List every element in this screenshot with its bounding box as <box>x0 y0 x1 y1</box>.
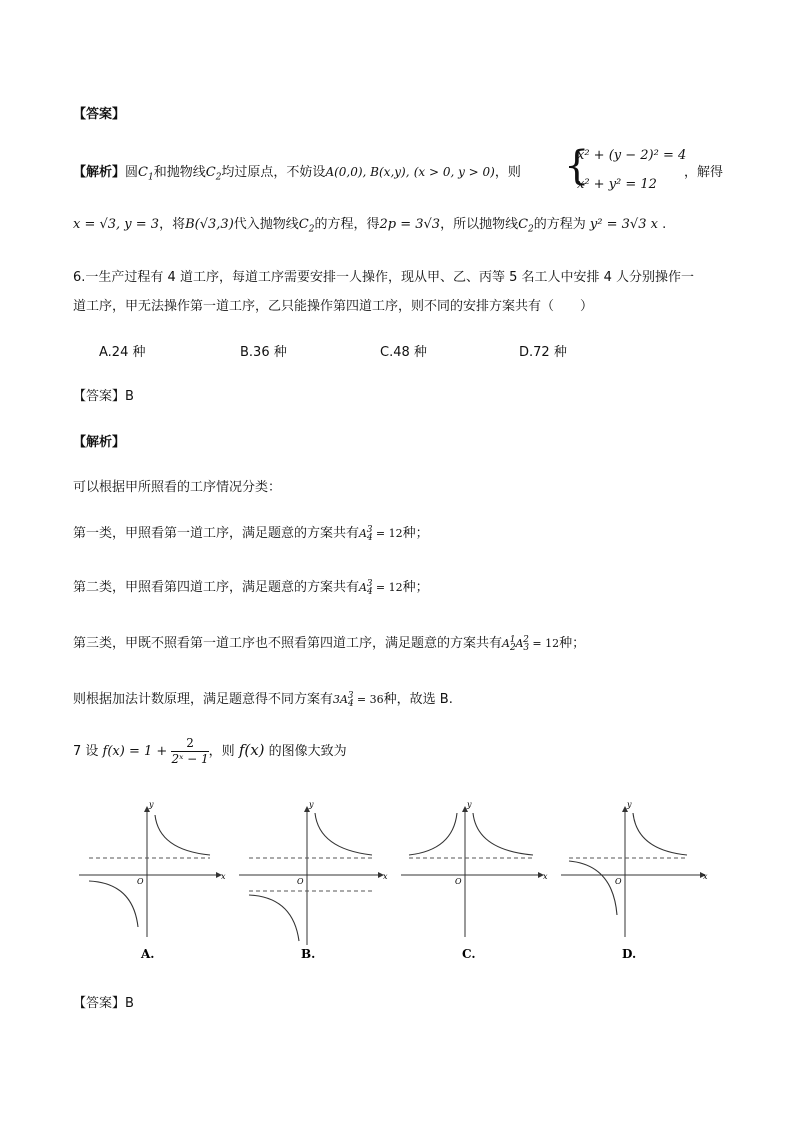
q7-function2: f(x) <box>238 741 265 759</box>
svg-text:O: O <box>297 877 304 886</box>
svg-text:x: x <box>703 872 708 881</box>
equation-1: x² + (y − 2)² = 4 <box>577 148 687 163</box>
svg-text:x: x <box>383 872 388 881</box>
graph-c <box>401 800 548 961</box>
math-result: x = √3, y = 3 <box>73 217 160 232</box>
q7-graphs <box>75 795 715 965</box>
text-equation-is: 的方程为 <box>533 217 586 232</box>
graph-label-a: A. <box>141 947 155 961</box>
q6-stem-line1: 6.一生产过程有 4 道工序，每道工序需要安排一人操作，现从甲、乙、丙等 5 名工人中安排 4 人分别操作一 <box>73 270 695 285</box>
q6-answer: 【答案】B <box>73 389 134 404</box>
system-brace: { <box>564 143 590 189</box>
svg-text:O: O <box>615 877 622 886</box>
svg-text:O: O <box>455 877 462 886</box>
svg-text:y: y <box>467 800 472 809</box>
q7-fraction: $\frac{2}{\text{2ˣ − 1}}$ <box>171 736 209 766</box>
q5-analysis-line1 <box>73 161 521 183</box>
math-2p: 2p = 3√3 <box>379 217 441 232</box>
graph-a <box>79 800 226 961</box>
q7-function: f(x) = 1 + <box>102 744 168 759</box>
svg-text:x: x <box>221 872 226 881</box>
q6-option-a: A.24 种 <box>99 345 146 360</box>
q7-stem-end: 的图像大致为 <box>268 744 347 759</box>
text-period: . <box>662 217 667 232</box>
math-c2: $C_2$ <box>205 165 222 183</box>
q6-option-c: C.48 种 <box>380 345 427 360</box>
text-solve: ，解得 <box>684 165 724 180</box>
text-so: ，所以抛物线 <box>440 217 519 232</box>
equation-2: x² + y² = 12 <box>577 177 657 192</box>
text-then: ，则 <box>494 165 521 180</box>
math-condition: (x > 0, y > 0) <box>413 165 495 179</box>
text-assume: 均过原点，不妨设 <box>221 165 326 180</box>
graph-d <box>561 800 708 961</box>
q6-analysis-line-b: 第一类，甲照看第一道工序，满足题意的方案共有$A_4^3 = 12$种； <box>73 525 429 544</box>
q5-analysis-label: 【解析】 <box>73 165 126 180</box>
math-c1: $C_1$ <box>138 165 154 183</box>
q7-then: ，则 <box>208 744 235 759</box>
svg-text:y: y <box>309 800 314 809</box>
q7-answer: 【答案】B <box>73 996 134 1011</box>
text-substitute: 代入抛物线 <box>233 217 299 232</box>
text-circle: 圆 <box>125 165 139 180</box>
text-parabola: 和抛物线 <box>153 165 206 180</box>
graph-label-d: D. <box>622 947 637 961</box>
q5-analysis-line2 <box>73 213 666 235</box>
q6-analysis-line-c: 第二类，甲照看第四道工序，满足题意的方案共有$A_4^3 = 12$种； <box>73 579 429 598</box>
q6-analysis-label: 【解析】 <box>73 435 126 450</box>
svg-text:y: y <box>149 800 154 809</box>
svg-text:y: y <box>627 800 632 809</box>
math-c2-b: $C_2$ <box>298 217 315 235</box>
math-points: A(0,0), B(x,y), <box>325 165 410 179</box>
q6-analysis-line-d: 第三类，甲既不照看第一道工序也不照看第四道工序，满足题意的方案共有$A_2^1A_3^2 = 12$种； <box>73 635 586 654</box>
q7-stem <box>73 733 347 769</box>
q5-answer-label: 【答案】 <box>73 107 126 122</box>
text-get: 的方程，得 <box>314 217 380 232</box>
math-c2-c: $C_2$ <box>518 217 534 235</box>
graph-label-b: B. <box>301 947 316 961</box>
svg-text:x: x <box>543 872 548 881</box>
graph-b <box>239 800 388 961</box>
q6-option-d: D.72 种 <box>519 345 567 360</box>
svg-text:O: O <box>137 877 144 886</box>
q7-number: 7 设 <box>73 744 99 759</box>
q6-analysis-line-e: 则根据加法计数原理，满足题意得不同方案有$3A_4^3 = 36$种，故选 B. <box>73 691 453 710</box>
q6-option-b: B.36 种 <box>240 345 287 360</box>
math-final: y² = 3√3 x <box>589 217 658 232</box>
graph-label-c: C. <box>462 947 476 961</box>
text-put: ，将 <box>159 217 186 232</box>
math-point-b: B(√3,3) <box>185 217 234 232</box>
q6-analysis-line-a: 可以根据甲所照看的工序情况分类： <box>73 480 282 495</box>
q6-stem-line2: 道工序，甲无法操作第一道工序，乙只能操作第四道工序，则不同的安排方案共有（ ） <box>73 299 594 314</box>
